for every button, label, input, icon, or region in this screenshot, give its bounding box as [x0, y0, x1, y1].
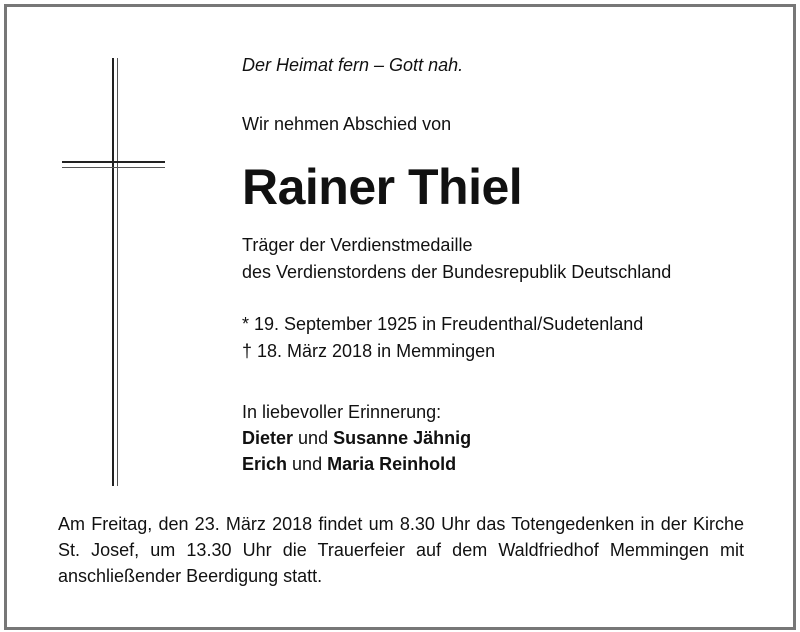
- mourners-heading: In liebevoller Erinnerung:: [242, 402, 442, 422]
- birth-date: * 19. September 1925 in Freudenthal/Sudetenland: [242, 314, 644, 334]
- life-dates: [242, 311, 643, 365]
- honor-line-2: des Verdienstordens der Bundesrepublik Deutschland: [242, 262, 672, 282]
- motto: Der Heimat fern – Gott nah.: [242, 55, 464, 75]
- honor-line-1: Träger der Verdienstmedaille: [242, 235, 473, 255]
- mourner-couple-1: [242, 425, 471, 451]
- service-details: Am Freitag, den 23. März 2018 findet um 8.30 Uhr das Totengedenken in der Kirche St. Josef, um 13.30 Uhr die Trauerfeier auf dem Waldfriedhof Memmingen mit anschließender Beerdigung statt.: [58, 514, 744, 586]
- mourner-name: Dieter: [242, 428, 294, 448]
- intro-text: Wir nehmen Abschied von: [242, 114, 452, 134]
- honor-block: [242, 232, 671, 286]
- mourner-name: Susanne Jähnig: [333, 428, 472, 448]
- conjunction: und: [292, 454, 323, 474]
- conjunction: und: [298, 428, 329, 448]
- mourner-name: Maria Reinhold: [327, 454, 457, 474]
- death-date: † 18. März 2018 in Memmingen: [242, 341, 496, 361]
- mourner-name: Erich: [242, 454, 288, 474]
- mourners-block: [242, 399, 471, 477]
- mourner-couple-2: [242, 451, 471, 477]
- deceased-name: Rainer Thiel: [242, 159, 523, 215]
